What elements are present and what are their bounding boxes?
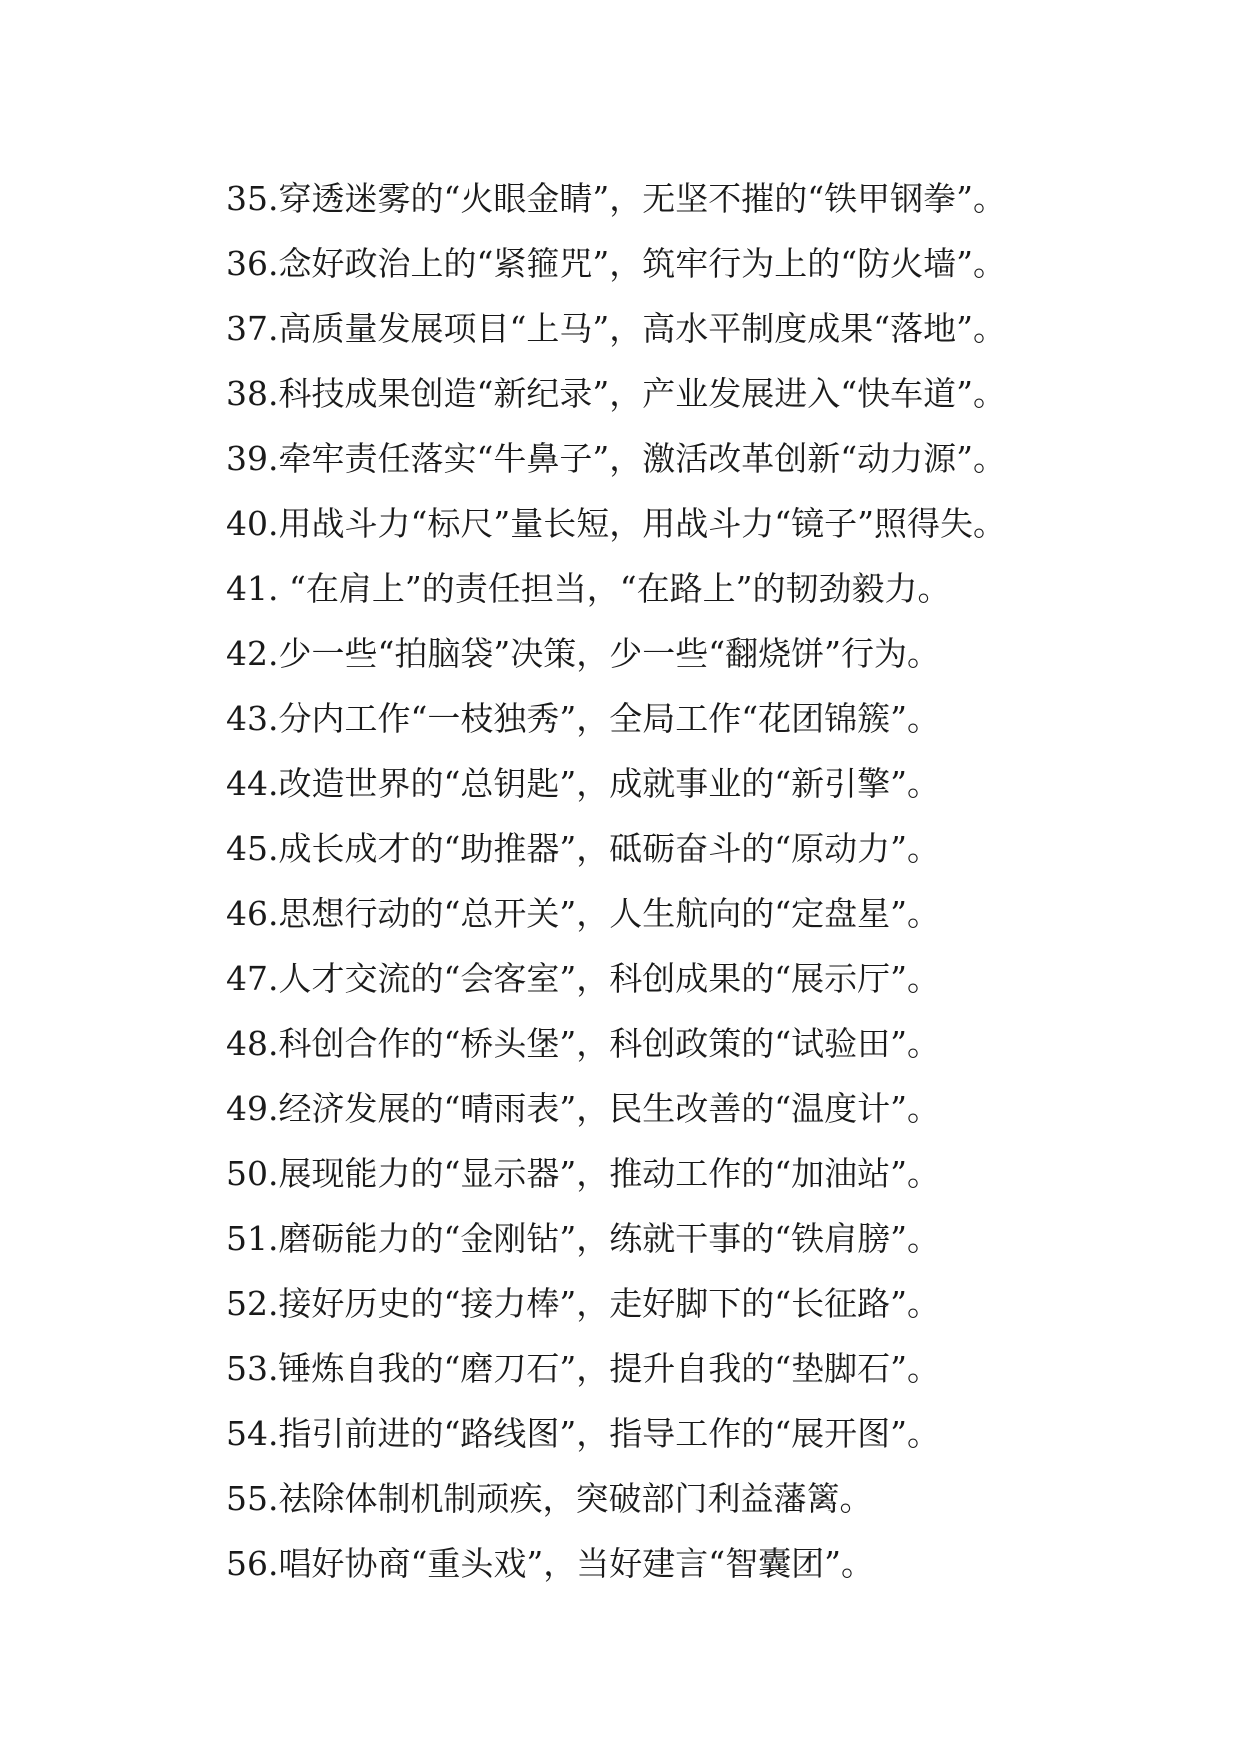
list-item: 45.成长成才的“助推器”，砥砺奋斗的“原动力”。 [226, 829, 940, 868]
list-item: 50.展现能力的“显示器”，推动工作的“加油站”。 [226, 1154, 940, 1193]
list-item: 38.科技成果创造“新纪录”，产业发展进入“快车道”。 [226, 374, 1006, 413]
list-item: 49.经济发展的“晴雨表”，民生改善的“温度计”。 [226, 1089, 940, 1128]
list-item: 53.锤炼自我的“磨刀石”，提升自我的“垫脚石”。 [226, 1349, 940, 1388]
list-item: 43.分内工作“一枝独秀”，全局工作“花团锦簇”。 [226, 699, 940, 738]
list-item: 40.用战斗力“标尺”量长短，用战斗力“镜子”照得失。 [226, 504, 1006, 543]
list-item: 52.接好历史的“接力棒”，走好脚下的“长征路”。 [226, 1284, 940, 1323]
list-item: 55.祛除体制机制顽疾，突破部门利益藩篱。 [226, 1479, 873, 1518]
list-item: 42.少一些“拍脑袋”决策，少一些“翻烧饼”行为。 [226, 634, 940, 673]
list-item: 56.唱好协商“重头戏”，当好建言“智囊团”。 [226, 1544, 874, 1583]
list-item: 37.高质量发展项目“上马”，高水平制度成果“落地”。 [226, 309, 1006, 348]
phrase-list [226, 166, 1006, 1596]
list-item: 44.改造世界的“总钥匙”，成就事业的“新引擎”。 [226, 764, 940, 803]
list-item: 48.科创合作的“桥头堡”，科创政策的“试验田”。 [226, 1024, 940, 1063]
list-item: 36.念好政治上的“紧箍咒”，筑牢行为上的“防火墙”。 [226, 244, 1006, 283]
list-item: 47.人才交流的“会客室”，科创成果的“展示厅”。 [226, 959, 940, 998]
list-item: 35.穿透迷雾的“火眼金睛”，无坚不摧的“铁甲钢拳”。 [226, 179, 1006, 218]
list-item: 39.牵牢责任落实“牛鼻子”，激活改革创新“动力源”。 [226, 439, 1006, 478]
list-item: 54.指引前进的“路线图”，指导工作的“展开图”。 [226, 1414, 940, 1453]
list-item: 51.磨砺能力的“金刚钻”，练就干事的“铁肩膀”。 [226, 1219, 940, 1258]
list-item: 41. “在肩上”的责任担当，“在路上”的韧劲毅力。 [226, 569, 951, 608]
list-item: 46.思想行动的“总开关”，人生航向的“定盘星”。 [226, 894, 940, 933]
